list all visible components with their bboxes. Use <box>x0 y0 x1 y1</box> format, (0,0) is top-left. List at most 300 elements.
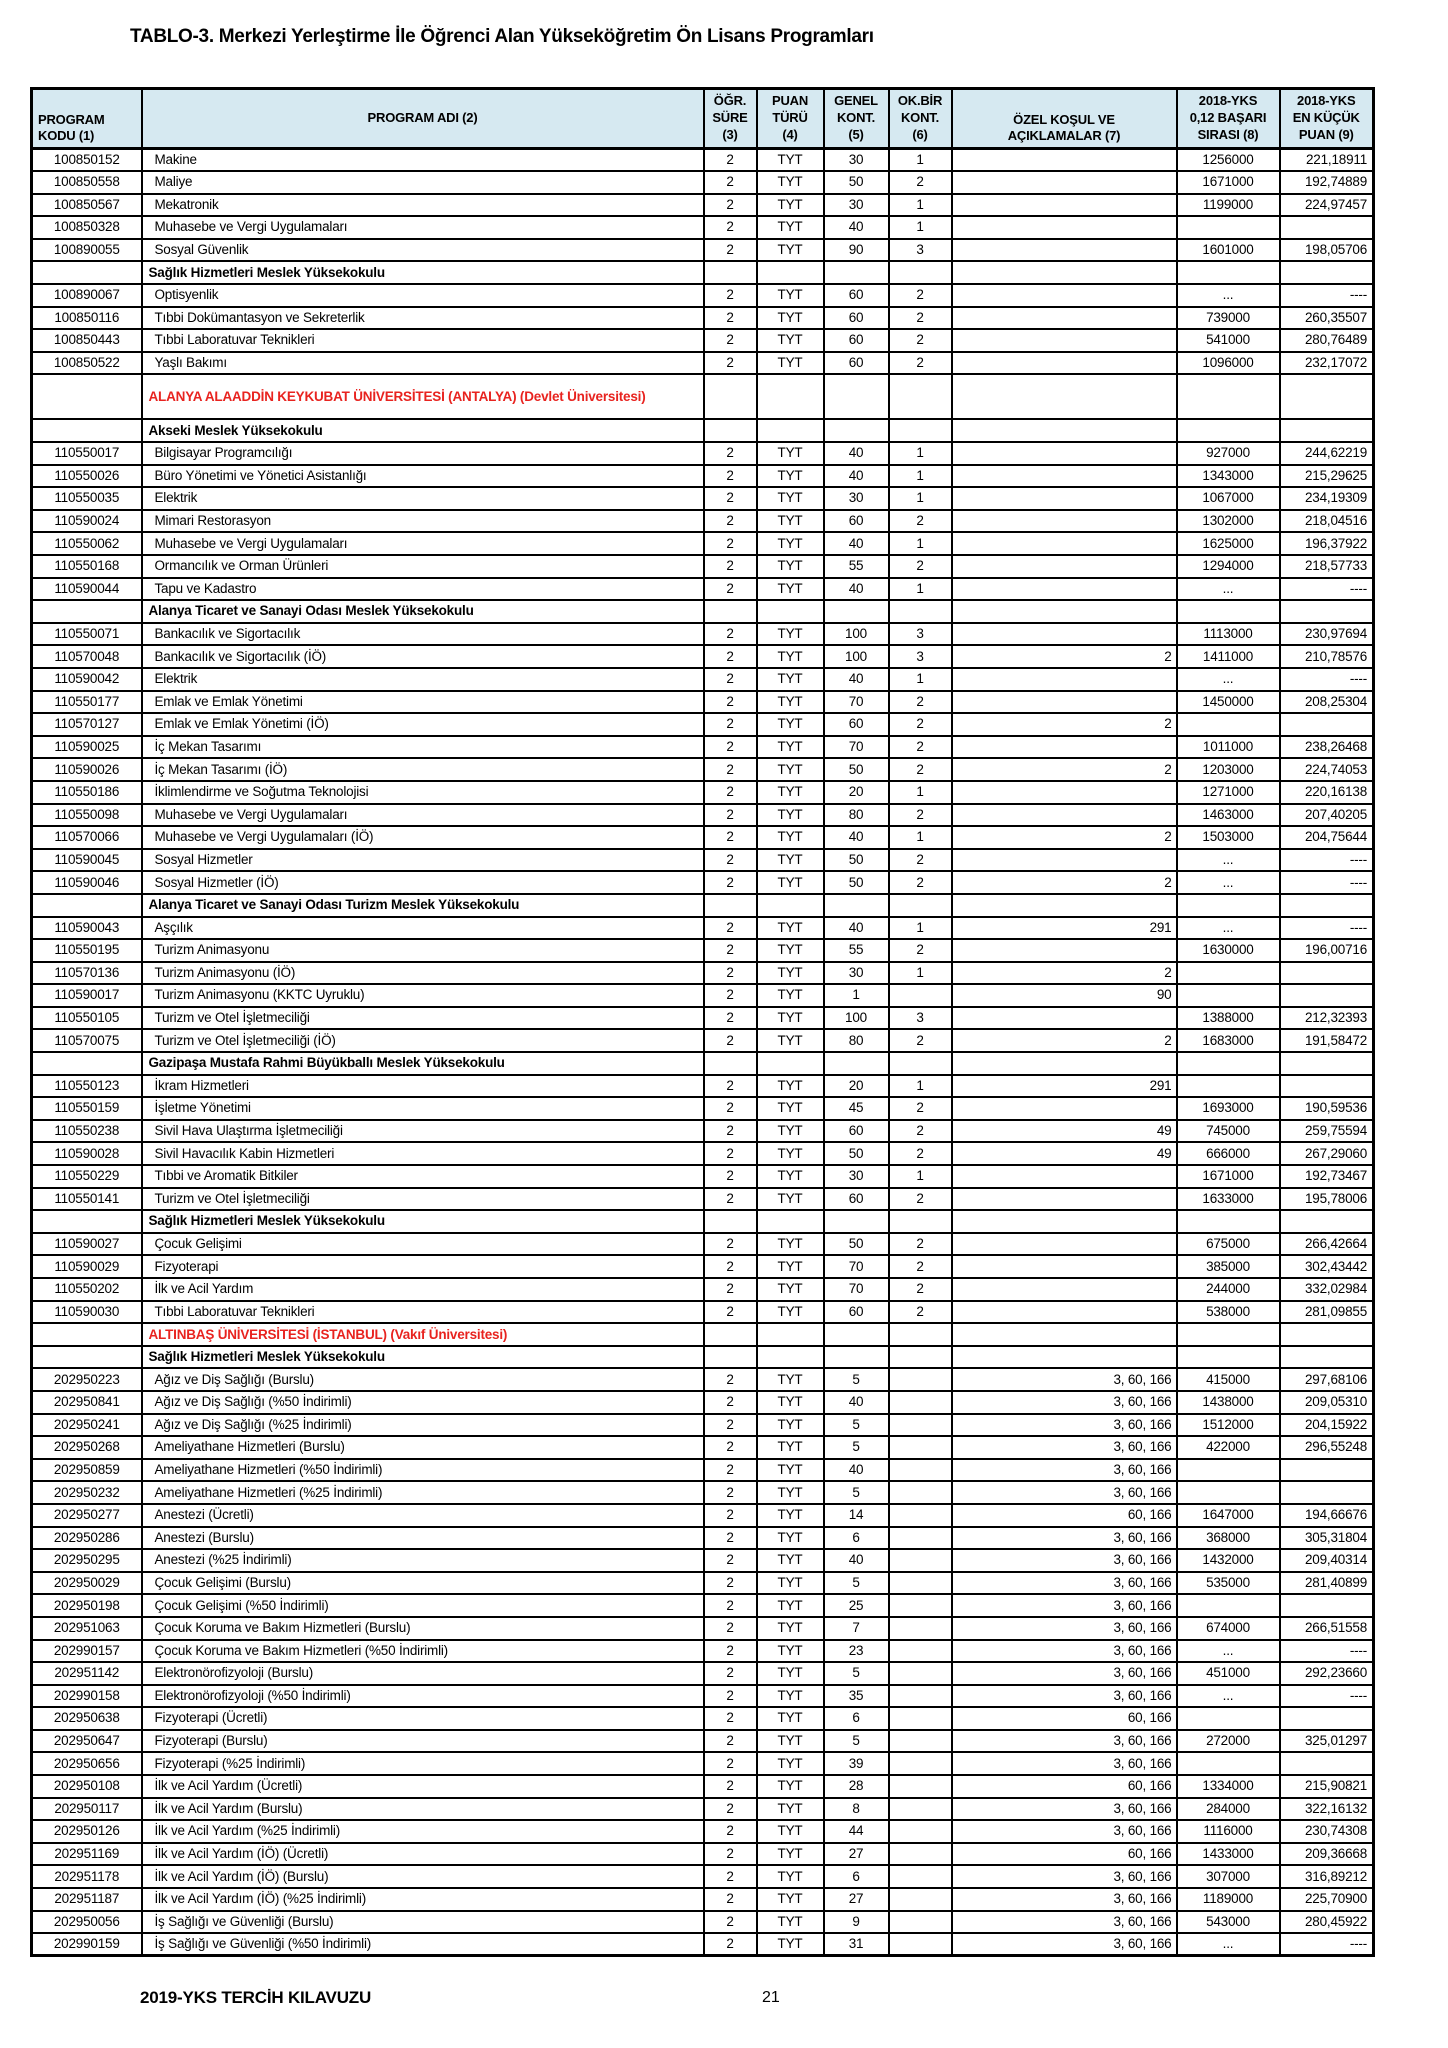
duration-cell: 2 <box>704 1911 757 1934</box>
score-cell: ---- <box>1280 578 1374 601</box>
special-condition-cell <box>952 578 1177 601</box>
score-cell: 325,01297 <box>1280 1730 1374 1753</box>
duration-cell: 2 <box>704 645 757 668</box>
program-row <box>32 1843 1374 1866</box>
rank-cell <box>1177 894 1280 917</box>
general-quota-cell: 55 <box>824 939 889 962</box>
rank-cell: 674000 <box>1177 1617 1280 1640</box>
program-name-cell: İlk ve Acil Yardım (İÖ) (Burslu) <box>142 1865 704 1888</box>
general-quota-cell: 50 <box>824 758 889 781</box>
rank-cell: 1199000 <box>1177 194 1280 217</box>
program-row <box>32 1820 1374 1843</box>
score-cell <box>1280 1459 1374 1482</box>
special-condition-cell: 60, 166 <box>952 1504 1177 1527</box>
program-row <box>32 917 1374 940</box>
okbir-quota-cell: 2 <box>889 849 952 872</box>
duration-cell: 2 <box>704 149 757 172</box>
general-quota-cell: 50 <box>824 1142 889 1165</box>
special-condition-cell: 2 <box>952 1029 1177 1052</box>
general-quota-cell: 6 <box>824 1707 889 1730</box>
program-name-cell: Anestezi (Ücretli) <box>142 1504 704 1527</box>
rank-cell: 1116000 <box>1177 1820 1280 1843</box>
rank-cell: 1647000 <box>1177 1504 1280 1527</box>
rank-cell <box>1177 1210 1280 1233</box>
score-type-cell: TYT <box>757 442 824 465</box>
program-code-cell: 202951142 <box>32 1662 142 1685</box>
score-cell: 218,04516 <box>1280 510 1374 533</box>
score-type-cell: TYT <box>757 1255 824 1278</box>
general-quota-cell: 30 <box>824 962 889 985</box>
duration-cell: 2 <box>704 1436 757 1459</box>
score-type-cell: TYT <box>757 623 824 646</box>
program-name-cell: İş Sağlığı ve Güvenliği (Burslu) <box>142 1911 704 1934</box>
program-name-cell: Muhasebe ve Vergi Uygulamaları (İÖ) <box>142 826 704 849</box>
rank-cell: 368000 <box>1177 1527 1280 1550</box>
score-cell: ---- <box>1280 668 1374 691</box>
duration-cell: 2 <box>704 284 757 307</box>
program-code-cell: 110550177 <box>32 691 142 714</box>
special-condition-cell: 3, 60, 166 <box>952 1820 1177 1843</box>
score-cell: 210,78576 <box>1280 645 1374 668</box>
score-cell: 198,05706 <box>1280 239 1374 262</box>
program-code-cell <box>32 261 142 284</box>
score-cell: 190,59536 <box>1280 1097 1374 1120</box>
rank-cell: 451000 <box>1177 1662 1280 1685</box>
score-type-cell: TYT <box>757 578 824 601</box>
score-cell: ---- <box>1280 849 1374 872</box>
program-row <box>32 171 1374 194</box>
school-name-cell: Alanya Ticaret ve Sanayi Odası Turizm Meslek Yüksekokulu <box>142 894 704 917</box>
program-name-cell: Yaşlı Bakımı <box>142 352 704 375</box>
program-code-cell: 202950841 <box>32 1391 142 1414</box>
okbir-quota-cell <box>889 1504 952 1527</box>
okbir-quota-cell <box>889 419 952 442</box>
program-code-cell: 110550026 <box>32 465 142 488</box>
rank-cell: 1203000 <box>1177 758 1280 781</box>
score-cell <box>1280 216 1374 239</box>
special-condition-cell <box>952 442 1177 465</box>
program-name-cell: Ormancılık ve Orman Ürünleri <box>142 555 704 578</box>
special-condition-cell <box>952 1323 1177 1346</box>
duration-cell: 2 <box>704 781 757 804</box>
score-cell <box>1280 1210 1374 1233</box>
program-code-cell: 110550098 <box>32 804 142 827</box>
score-cell: 232,17072 <box>1280 352 1374 375</box>
general-quota-cell: 60 <box>824 1301 889 1324</box>
score-type-cell: TYT <box>757 1414 824 1437</box>
okbir-quota-cell <box>889 1436 952 1459</box>
okbir-quota-cell: 2 <box>889 871 952 894</box>
general-quota-cell: 23 <box>824 1640 889 1663</box>
general-quota-cell: 80 <box>824 804 889 827</box>
score-cell: 204,75644 <box>1280 826 1374 849</box>
program-row <box>32 1301 1374 1324</box>
special-condition-cell <box>952 149 1177 172</box>
program-code-cell: 202950656 <box>32 1752 142 1775</box>
duration-cell: 2 <box>704 1865 757 1888</box>
special-condition-cell <box>952 1210 1177 1233</box>
special-condition-cell <box>952 1346 1177 1369</box>
general-quota-cell: 100 <box>824 645 889 668</box>
score-cell <box>1280 600 1374 623</box>
duration-cell: 2 <box>704 871 757 894</box>
duration-cell: 2 <box>704 1527 757 1550</box>
okbir-quota-cell: 2 <box>889 1142 952 1165</box>
header-cell-genel-kont: GENEL KONT. (5) <box>824 89 889 149</box>
okbir-quota-cell <box>889 1640 952 1663</box>
score-cell <box>1280 1075 1374 1098</box>
duration-cell: 2 <box>704 1798 757 1821</box>
program-row <box>32 1459 1374 1482</box>
general-quota-cell: 30 <box>824 194 889 217</box>
okbir-quota-cell <box>889 1459 952 1482</box>
special-condition-cell: 2 <box>952 871 1177 894</box>
program-code-cell: 202950268 <box>32 1436 142 1459</box>
rank-cell: 739000 <box>1177 307 1280 330</box>
okbir-quota-cell <box>889 984 952 1007</box>
score-cell <box>1280 1752 1374 1775</box>
duration-cell: 2 <box>704 736 757 759</box>
score-cell <box>1280 1481 1374 1504</box>
score-cell: 209,36668 <box>1280 1843 1374 1866</box>
duration-cell: 2 <box>704 758 757 781</box>
special-condition-cell <box>952 600 1177 623</box>
program-code-cell: 202950198 <box>32 1594 142 1617</box>
header-cell-ogr-sure: ÖĞR. SÜRE (3) <box>704 89 757 149</box>
program-code-cell: 110550017 <box>32 442 142 465</box>
special-condition-cell <box>952 532 1177 555</box>
program-row <box>32 1730 1374 1753</box>
score-cell <box>1280 894 1374 917</box>
okbir-quota-cell: 2 <box>889 804 952 827</box>
score-cell: 296,55248 <box>1280 1436 1374 1459</box>
okbir-quota-cell: 2 <box>889 736 952 759</box>
program-name-cell: Muhasebe ve Vergi Uygulamaları <box>142 216 704 239</box>
rank-cell <box>1177 261 1280 284</box>
score-type-cell: TYT <box>757 1843 824 1866</box>
header-cell-program-adi: PROGRAM ADI (2) <box>142 89 704 149</box>
rank-cell: 1633000 <box>1177 1188 1280 1211</box>
school-header-row <box>32 894 1374 917</box>
okbir-quota-cell: 2 <box>889 1029 952 1052</box>
program-code-cell: 202950647 <box>32 1730 142 1753</box>
program-code-cell: 110550159 <box>32 1097 142 1120</box>
okbir-quota-cell <box>889 600 952 623</box>
program-row <box>32 1911 1374 1934</box>
rank-cell: 666000 <box>1177 1142 1280 1165</box>
program-code-cell: 110550186 <box>32 781 142 804</box>
special-condition-cell: 3, 60, 166 <box>952 1572 1177 1595</box>
program-row <box>32 239 1374 262</box>
program-code-cell: 202950286 <box>32 1527 142 1550</box>
program-row <box>32 307 1374 330</box>
special-condition-cell <box>952 487 1177 510</box>
general-quota-cell: 40 <box>824 668 889 691</box>
special-condition-cell: 3, 60, 166 <box>952 1865 1177 1888</box>
program-row <box>32 1685 1374 1708</box>
rank-cell <box>1177 1594 1280 1617</box>
header-cell-ozel-kosul: ÖZEL KOŞUL VE AÇIKLAMALAR (7) <box>952 89 1177 149</box>
score-type-cell: TYT <box>757 1549 824 1572</box>
score-type-cell: TYT <box>757 1233 824 1256</box>
general-quota-cell: 30 <box>824 1165 889 1188</box>
program-name-cell: Emlak ve Emlak Yönetimi (İÖ) <box>142 713 704 736</box>
score-cell: 238,26468 <box>1280 736 1374 759</box>
duration-cell: 2 <box>704 1685 757 1708</box>
general-quota-cell: 6 <box>824 1865 889 1888</box>
program-code-cell: 110550238 <box>32 1120 142 1143</box>
score-type-cell <box>757 419 824 442</box>
school-header-row <box>32 1210 1374 1233</box>
rank-cell: 1683000 <box>1177 1029 1280 1052</box>
score-type-cell: TYT <box>757 939 824 962</box>
general-quota-cell: 27 <box>824 1843 889 1866</box>
general-quota-cell: 40 <box>824 1459 889 1482</box>
general-quota-cell <box>824 1346 889 1369</box>
special-condition-cell <box>952 284 1177 307</box>
okbir-quota-cell <box>889 1707 952 1730</box>
score-type-cell: TYT <box>757 1707 824 1730</box>
score-cell: 209,05310 <box>1280 1391 1374 1414</box>
duration-cell: 2 <box>704 352 757 375</box>
rank-cell: 1067000 <box>1177 487 1280 510</box>
program-row <box>32 1142 1374 1165</box>
score-cell: 281,09855 <box>1280 1301 1374 1324</box>
program-row <box>32 1075 1374 1098</box>
program-code-cell <box>32 419 142 442</box>
program-row <box>32 1752 1374 1775</box>
score-cell: 266,51558 <box>1280 1617 1374 1640</box>
program-code-cell: 110590043 <box>32 917 142 940</box>
program-row <box>32 194 1374 217</box>
rank-cell: 385000 <box>1177 1255 1280 1278</box>
score-type-cell: TYT <box>757 826 824 849</box>
rank-cell <box>1177 962 1280 985</box>
program-row <box>32 1798 1374 1821</box>
rank-cell <box>1177 713 1280 736</box>
program-code-cell: 110570066 <box>32 826 142 849</box>
score-cell <box>1280 1346 1374 1369</box>
general-quota-cell: 50 <box>824 1233 889 1256</box>
duration-cell: 2 <box>704 1730 757 1753</box>
program-code-cell: 110590028 <box>32 1142 142 1165</box>
program-row <box>32 1414 1374 1437</box>
special-condition-cell <box>952 1233 1177 1256</box>
rank-cell: 422000 <box>1177 1436 1280 1459</box>
okbir-quota-cell: 2 <box>889 1188 952 1211</box>
program-name-cell: Turizm Animasyonu (KKTC Uyruklu) <box>142 984 704 1007</box>
score-type-cell: TYT <box>757 1120 824 1143</box>
program-row <box>32 1029 1374 1052</box>
rank-cell: 1113000 <box>1177 623 1280 646</box>
score-type-cell: TYT <box>757 1436 824 1459</box>
duration-cell: 2 <box>704 917 757 940</box>
rank-cell: 543000 <box>1177 1911 1280 1934</box>
score-type-cell: TYT <box>757 1459 824 1482</box>
score-cell <box>1280 1707 1374 1730</box>
duration-cell: 2 <box>704 1504 757 1527</box>
rank-cell <box>1177 1346 1280 1369</box>
score-type-cell: TYT <box>757 984 824 1007</box>
program-row <box>32 1662 1374 1685</box>
program-name-cell: Tapu ve Kadastro <box>142 578 704 601</box>
program-row <box>32 352 1374 375</box>
score-type-cell: TYT <box>757 1752 824 1775</box>
program-code-cell: 110590044 <box>32 578 142 601</box>
special-condition-cell: 3, 60, 166 <box>952 1662 1177 1685</box>
program-code-cell: 202950056 <box>32 1911 142 1934</box>
okbir-quota-cell <box>889 1865 952 1888</box>
score-type-cell: TYT <box>757 1142 824 1165</box>
general-quota-cell <box>824 1323 889 1346</box>
program-name-cell: Maliye <box>142 171 704 194</box>
general-quota-cell: 5 <box>824 1730 889 1753</box>
program-name-cell: Çocuk Koruma ve Bakım Hizmetleri (%50 İndirimli) <box>142 1640 704 1663</box>
general-quota-cell: 35 <box>824 1685 889 1708</box>
okbir-quota-cell <box>889 1775 952 1798</box>
score-type-cell: TYT <box>757 239 824 262</box>
score-type-cell: TYT <box>757 1504 824 1527</box>
rank-cell: 1463000 <box>1177 804 1280 827</box>
general-quota-cell: 30 <box>824 149 889 172</box>
program-name-cell: İlk ve Acil Yardım (%25 İndirimli) <box>142 1820 704 1843</box>
program-row <box>32 487 1374 510</box>
general-quota-cell: 70 <box>824 1278 889 1301</box>
program-row <box>32 623 1374 646</box>
general-quota-cell: 5 <box>824 1662 889 1685</box>
program-code-cell: 100850116 <box>32 307 142 330</box>
score-type-cell: TYT <box>757 849 824 872</box>
okbir-quota-cell <box>889 1933 952 1956</box>
score-type-cell: TYT <box>757 691 824 714</box>
score-type-cell: TYT <box>757 645 824 668</box>
okbir-quota-cell: 3 <box>889 623 952 646</box>
program-code-cell: 110550195 <box>32 939 142 962</box>
program-row <box>32 1504 1374 1527</box>
okbir-quota-cell <box>889 1888 952 1911</box>
duration-cell: 2 <box>704 1481 757 1504</box>
program-row <box>32 1527 1374 1550</box>
program-code-cell: 202950029 <box>32 1572 142 1595</box>
score-cell: 280,45922 <box>1280 1911 1374 1934</box>
general-quota-cell: 40 <box>824 917 889 940</box>
program-code-cell: 100850567 <box>32 194 142 217</box>
program-name-cell: Aşçılık <box>142 917 704 940</box>
score-cell: 332,02984 <box>1280 1278 1374 1301</box>
okbir-quota-cell <box>889 1911 952 1934</box>
duration-cell: 2 <box>704 826 757 849</box>
program-row <box>32 939 1374 962</box>
program-row <box>32 284 1374 307</box>
program-row <box>32 871 1374 894</box>
special-condition-cell: 2 <box>952 826 1177 849</box>
score-type-cell: TYT <box>757 1075 824 1098</box>
program-code-cell: 100850328 <box>32 216 142 239</box>
score-type-cell: TYT <box>757 736 824 759</box>
duration-cell: 2 <box>704 465 757 488</box>
program-code-cell: 110570136 <box>32 962 142 985</box>
general-quota-cell: 50 <box>824 849 889 872</box>
score-cell: 196,37922 <box>1280 532 1374 555</box>
program-name-cell: Fizyoterapi (%25 İndirimli) <box>142 1752 704 1775</box>
score-cell: 280,76489 <box>1280 329 1374 352</box>
score-cell: 194,66676 <box>1280 1504 1374 1527</box>
duration-cell: 2 <box>704 1775 757 1798</box>
program-row <box>32 1888 1374 1911</box>
special-condition-cell <box>952 329 1177 352</box>
okbir-quota-cell <box>889 1662 952 1685</box>
program-name-cell: İç Mekan Tasarımı <box>142 736 704 759</box>
program-name-cell: İlk ve Acil Yardım <box>142 1278 704 1301</box>
score-type-cell: TYT <box>757 1572 824 1595</box>
score-type-cell: TYT <box>757 1685 824 1708</box>
duration-cell: 2 <box>704 668 757 691</box>
rank-cell: 284000 <box>1177 1798 1280 1821</box>
program-name-cell: Bankacılık ve Sigortacılık (İÖ) <box>142 645 704 668</box>
rank-cell <box>1177 419 1280 442</box>
score-cell: 215,29625 <box>1280 465 1374 488</box>
rank-cell: 1671000 <box>1177 1165 1280 1188</box>
program-name-cell: Tıbbi Laboratuvar Teknikleri <box>142 329 704 352</box>
general-quota-cell <box>824 1210 889 1233</box>
general-quota-cell: 5 <box>824 1414 889 1437</box>
general-quota-cell <box>824 374 889 419</box>
program-name-cell: Anestezi (Burslu) <box>142 1527 704 1550</box>
duration-cell: 2 <box>704 1301 757 1324</box>
score-cell: 225,70900 <box>1280 1888 1374 1911</box>
general-quota-cell: 60 <box>824 307 889 330</box>
special-condition-cell: 3, 60, 166 <box>952 1617 1177 1640</box>
program-name-cell: Turizm ve Otel İşletmeciliği <box>142 1188 704 1211</box>
okbir-quota-cell <box>889 1572 952 1595</box>
score-type-cell: TYT <box>757 781 824 804</box>
score-cell: 266,42664 <box>1280 1233 1374 1256</box>
program-name-cell: Anestezi (%25 İndirimli) <box>142 1549 704 1572</box>
score-cell <box>1280 1323 1374 1346</box>
rank-cell: 1256000 <box>1177 149 1280 172</box>
special-condition-cell <box>952 1188 1177 1211</box>
program-code-cell: 110550168 <box>32 555 142 578</box>
special-condition-cell: 3, 60, 166 <box>952 1549 1177 1572</box>
program-row <box>32 1572 1374 1595</box>
general-quota-cell: 39 <box>824 1752 889 1775</box>
score-type-cell: TYT <box>757 1368 824 1391</box>
rank-cell: 538000 <box>1177 1301 1280 1324</box>
program-name-cell: Elektronörofizyoloji (%50 İndirimli) <box>142 1685 704 1708</box>
okbir-quota-cell <box>889 1820 952 1843</box>
header-cell-okbir-kont: OK.BİR KONT. (6) <box>889 89 952 149</box>
score-type-cell <box>757 1346 824 1369</box>
rank-cell: ... <box>1177 1685 1280 1708</box>
score-cell <box>1280 984 1374 1007</box>
rank-cell: 1671000 <box>1177 171 1280 194</box>
program-row <box>32 1775 1374 1798</box>
general-quota-cell: 70 <box>824 1255 889 1278</box>
special-condition-cell <box>952 691 1177 714</box>
okbir-quota-cell <box>889 1052 952 1075</box>
program-code-cell: 202990159 <box>32 1933 142 1956</box>
program-code-cell: 110550062 <box>32 532 142 555</box>
score-cell: 215,90821 <box>1280 1775 1374 1798</box>
duration-cell: 2 <box>704 1888 757 1911</box>
program-name-cell: Fizyoterapi (Burslu) <box>142 1730 704 1753</box>
program-code-cell: 110590026 <box>32 758 142 781</box>
score-cell <box>1280 419 1374 442</box>
school-header-row <box>32 261 1374 284</box>
okbir-quota-cell: 3 <box>889 239 952 262</box>
score-cell: 195,78006 <box>1280 1188 1374 1211</box>
rank-cell: 745000 <box>1177 1120 1280 1143</box>
